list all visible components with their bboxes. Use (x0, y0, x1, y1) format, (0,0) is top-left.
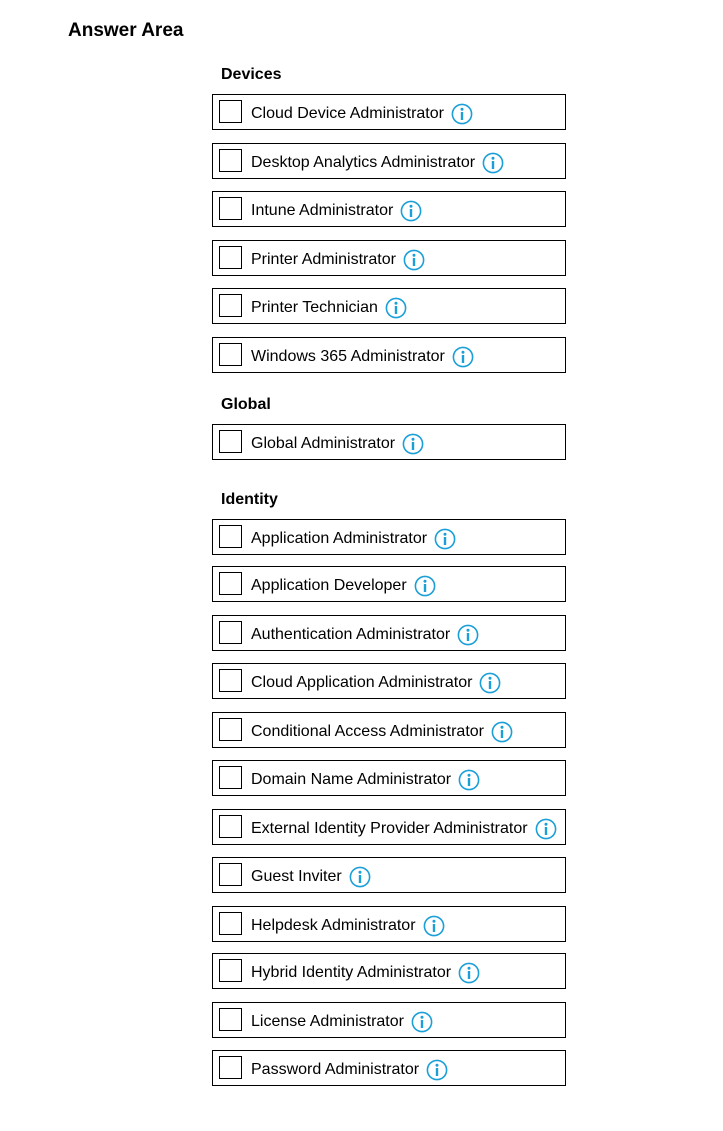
role-label: Printer Administrator (251, 250, 396, 268)
role-checkbox[interactable] (219, 1056, 242, 1079)
role-row-guest-inviter (212, 857, 566, 893)
info-icon[interactable] (434, 528, 456, 550)
role-label: License Administrator (251, 1012, 404, 1030)
info-icon[interactable] (452, 346, 474, 368)
info-icon[interactable] (400, 200, 422, 222)
role-label: Helpdesk Administrator (251, 916, 416, 934)
role-checkbox[interactable] (219, 912, 242, 935)
info-icon[interactable] (482, 152, 504, 174)
role-label: Password Administrator (251, 1060, 420, 1078)
role-row-application-developer (212, 566, 566, 602)
role-label: Hybrid Identity Administrator (251, 963, 452, 981)
role-label: Guest Inviter (251, 867, 342, 885)
section-title-identity: Identity (221, 491, 278, 508)
role-label: Global Administrator (251, 434, 396, 452)
role-checkbox[interactable] (219, 718, 242, 741)
role-row-license-administrator (212, 1002, 566, 1038)
info-icon[interactable] (411, 1011, 433, 1033)
page-title: Answer Area (68, 20, 184, 41)
role-row-intune-administrator (212, 191, 566, 227)
role-label: Authentication Administrator (251, 625, 451, 643)
info-icon[interactable] (491, 721, 513, 743)
role-row-external-identity-provider-administrator (212, 809, 566, 845)
role-row-hybrid-identity-administrator (212, 953, 566, 989)
info-icon[interactable] (426, 1059, 448, 1081)
role-checkbox[interactable] (219, 197, 242, 220)
role-row-windows-365-administrator (212, 337, 566, 373)
role-label: Intune Administrator (251, 201, 394, 219)
role-checkbox[interactable] (219, 294, 242, 317)
info-icon[interactable] (479, 672, 501, 694)
info-icon[interactable] (349, 866, 371, 888)
info-icon[interactable] (457, 624, 479, 646)
role-label: Conditional Access Administrator (251, 722, 484, 740)
role-checkbox[interactable] (219, 430, 242, 453)
role-row-authentication-administrator (212, 615, 566, 651)
role-label: Cloud Application Administrator (251, 673, 473, 691)
role-checkbox[interactable] (219, 621, 242, 644)
info-icon[interactable] (451, 103, 473, 125)
role-row-password-administrator (212, 1050, 566, 1086)
role-row-desktop-analytics-administrator (212, 143, 566, 179)
role-row-helpdesk-administrator (212, 906, 566, 942)
role-checkbox[interactable] (219, 149, 242, 172)
info-icon[interactable] (423, 915, 445, 937)
info-icon[interactable] (402, 433, 424, 455)
info-icon[interactable] (535, 818, 557, 840)
role-checkbox[interactable] (219, 669, 242, 692)
info-icon[interactable] (403, 249, 425, 271)
role-label: Application Administrator (251, 529, 428, 547)
role-row-printer-administrator (212, 240, 566, 276)
role-label: Printer Technician (251, 298, 378, 316)
role-checkbox[interactable] (219, 815, 242, 838)
role-row-cloud-application-administrator (212, 663, 566, 699)
role-checkbox[interactable] (219, 100, 242, 123)
role-row-domain-name-administrator (212, 760, 566, 796)
info-icon[interactable] (458, 962, 480, 984)
role-row-cloud-device-administrator (212, 94, 566, 130)
role-checkbox[interactable] (219, 525, 242, 548)
info-icon[interactable] (458, 769, 480, 791)
role-label: External Identity Provider Administrator (251, 819, 528, 837)
role-row-conditional-access-administrator (212, 712, 566, 748)
role-label: Windows 365 Administrator (251, 347, 445, 365)
role-checkbox[interactable] (219, 959, 242, 982)
role-checkbox[interactable] (219, 572, 242, 595)
section-title-devices: Devices (221, 66, 282, 83)
role-row-global-administrator (212, 424, 566, 460)
role-checkbox[interactable] (219, 1008, 242, 1031)
section-title-global: Global (221, 396, 271, 413)
role-label: Cloud Device Administrator (251, 104, 444, 122)
info-icon[interactable] (385, 297, 407, 319)
info-icon[interactable] (414, 575, 436, 597)
role-label: Domain Name Administrator (251, 770, 452, 788)
role-checkbox[interactable] (219, 246, 242, 269)
role-checkbox[interactable] (219, 766, 242, 789)
role-checkbox[interactable] (219, 863, 242, 886)
role-checkbox[interactable] (219, 343, 242, 366)
role-row-application-administrator (212, 519, 566, 555)
role-label: Desktop Analytics Administrator (251, 153, 476, 171)
role-row-printer-technician (212, 288, 566, 324)
role-label: Application Developer (251, 576, 407, 594)
